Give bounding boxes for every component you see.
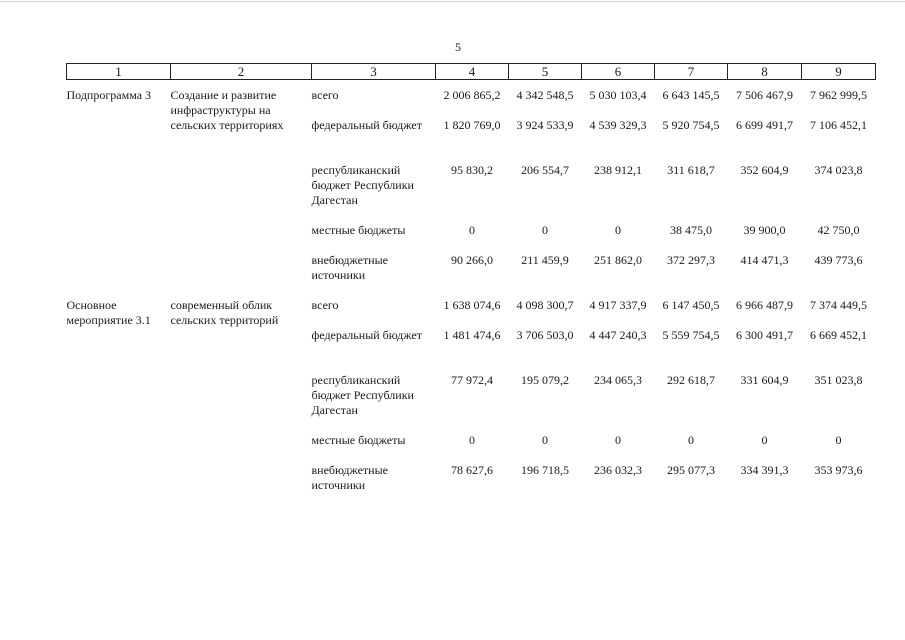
value-cell: 206 554,7 xyxy=(521,163,569,177)
value-cell: 6 966 487,9 xyxy=(736,298,793,312)
funding-source: федеральный бюджет xyxy=(311,328,422,342)
funding-source: республиканский бюджет Республики Дагестан xyxy=(311,373,414,417)
page-number: 5 xyxy=(455,40,461,54)
program-code: Основное мероприятие 3.1 xyxy=(66,298,151,327)
value-cell: 3 706 503,0 xyxy=(516,328,574,342)
value-cell: 0 xyxy=(615,223,621,237)
column-header: 7 xyxy=(655,64,728,80)
value-cell: 211 459,9 xyxy=(521,253,569,267)
value-cell: 234 065,3 xyxy=(594,373,642,387)
value-cell: 6 643 145,5 xyxy=(662,88,720,102)
value-cell: 1 481 474,6 xyxy=(443,328,501,342)
value-cell: 196 718,5 xyxy=(521,463,569,477)
funding-source: республиканский бюджет Республики Дагестан xyxy=(311,163,414,207)
value-cell: 0 xyxy=(469,433,475,447)
value-cell: 0 xyxy=(542,433,548,447)
value-cell: 42 750,0 xyxy=(817,223,860,237)
value-cell: 4 917 337,9 xyxy=(589,298,647,312)
value-cell: 6 669 452,1 xyxy=(810,328,867,342)
value-cell: 39 900,0 xyxy=(743,223,786,237)
value-cell: 4 539 329,3 xyxy=(589,118,647,132)
value-cell: 6 147 450,5 xyxy=(662,298,720,312)
column-header: 5 xyxy=(509,64,582,80)
value-cell: 5 030 103,4 xyxy=(589,88,647,102)
funding-source: всего xyxy=(311,298,339,312)
value-cell: 7 106 452,1 xyxy=(810,118,867,132)
value-cell: 1 638 074,6 xyxy=(443,298,501,312)
funding-table xyxy=(66,63,876,500)
value-cell: 90 266,0 xyxy=(451,253,493,267)
funding-source: внебюджетные источники xyxy=(311,463,388,492)
value-cell: 236 032,3 xyxy=(594,463,642,477)
value-cell: 295 077,3 xyxy=(667,463,715,477)
value-cell: 7 962 999,5 xyxy=(810,88,867,102)
value-cell: 4 098 300,7 xyxy=(516,298,574,312)
value-cell: 353 973,6 xyxy=(814,463,863,477)
value-cell: 0 xyxy=(835,433,842,447)
value-cell: 77 972,4 xyxy=(451,373,493,387)
value-cell: 1 820 769,0 xyxy=(443,118,501,132)
value-cell: 352 604,9 xyxy=(740,163,789,177)
table-row xyxy=(67,290,876,320)
column-header: 2 xyxy=(171,64,312,80)
value-cell: 372 297,3 xyxy=(667,253,715,267)
value-cell: 0 xyxy=(615,433,621,447)
value-cell: 5 559 754,5 xyxy=(662,328,720,342)
value-cell: 331 604,9 xyxy=(740,373,789,387)
value-cell: 0 xyxy=(761,433,768,447)
column-header: 3 xyxy=(312,64,436,80)
value-cell: 5 920 754,5 xyxy=(662,118,720,132)
table-row xyxy=(67,80,876,111)
value-cell: 334 391,3 xyxy=(740,463,789,477)
funding-source: внебюджетные источники xyxy=(311,253,388,282)
value-cell: 0 xyxy=(469,223,475,237)
program-title: современный облик сельских территорий xyxy=(170,298,279,327)
value-cell: 292 618,7 xyxy=(667,373,715,387)
value-cell: 374 023,8 xyxy=(814,163,863,177)
column-header: 8 xyxy=(728,64,802,80)
value-cell: 38 475,0 xyxy=(670,223,712,237)
column-header: 1 xyxy=(67,64,171,80)
value-cell: 238 912,1 xyxy=(594,163,642,177)
funding-source: федеральный бюджет xyxy=(311,118,422,132)
funding-source: местные бюджеты xyxy=(311,433,406,447)
value-cell: 251 862,0 xyxy=(594,253,642,267)
value-cell: 7 506 467,9 xyxy=(736,88,793,102)
value-cell: 6 699 491,7 xyxy=(736,118,793,132)
column-header: 4 xyxy=(436,64,509,80)
value-cell: 439 773,6 xyxy=(814,253,863,267)
value-cell: 195 079,2 xyxy=(521,373,569,387)
program-title: Создание и развитие инфраструктуры на сельских территориях xyxy=(170,88,284,132)
column-header: 9 xyxy=(802,64,876,80)
value-cell: 0 xyxy=(688,433,694,447)
value-cell: 4 447 240,3 xyxy=(589,328,647,342)
funding-source: всего xyxy=(311,88,339,102)
column-number-header xyxy=(67,64,876,80)
value-cell: 4 342 548,5 xyxy=(516,88,574,102)
value-cell: 311 618,7 xyxy=(667,163,715,177)
value-cell: 78 627,6 xyxy=(451,463,493,477)
value-cell: 3 924 533,9 xyxy=(516,118,574,132)
value-cell: 7 374 449,5 xyxy=(810,298,867,312)
column-header: 6 xyxy=(582,64,655,80)
value-cell: 414 471,3 xyxy=(740,253,789,267)
value-cell: 351 023,8 xyxy=(814,373,863,387)
funding-source: местные бюджеты xyxy=(311,223,406,237)
program-code: Подпрограмма 3 xyxy=(66,88,152,102)
scan-top-border xyxy=(0,1,905,2)
value-cell: 95 830,2 xyxy=(451,163,493,177)
value-cell: 0 xyxy=(542,223,548,237)
value-cell: 2 006 865,2 xyxy=(443,88,501,102)
value-cell: 6 300 491,7 xyxy=(736,328,793,342)
